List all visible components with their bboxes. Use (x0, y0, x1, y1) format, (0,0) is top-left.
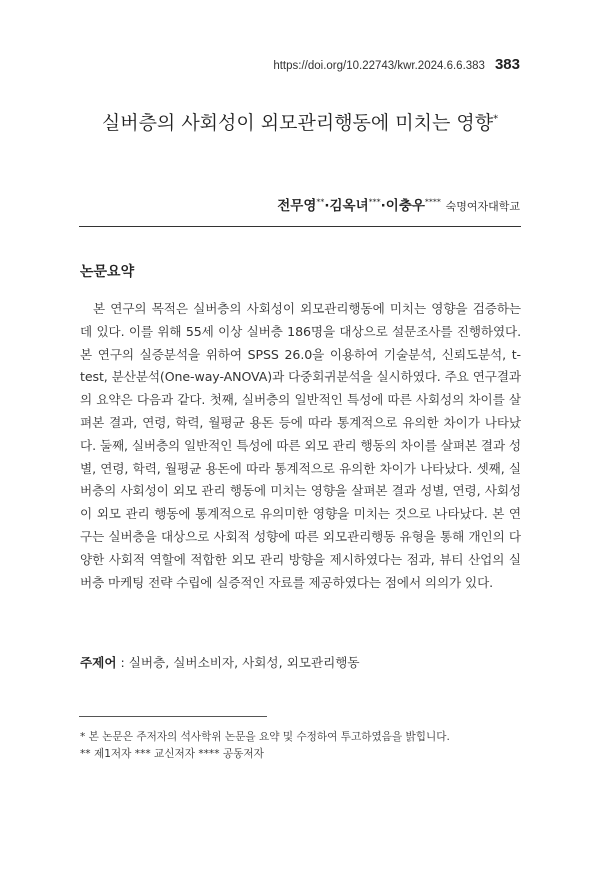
author-mark: *** (368, 197, 381, 207)
doi-link[interactable]: https://doi.org/10.22743/kwr.2024.6.6.383 (273, 60, 485, 72)
abstract-body: 본 연구의 목적은 실버층의 사회성이 외모관리행동에 미치는 영향을 검증하는데 있다. 이를 위해 55세 이상 실버층 186명을 대상으로 설문조사를 진행하였다. 본 연구의 실증분석을 위하여 SPSS 26.0을 이용하여 기술분석, 신뢰도분석, t-test, 분산분석(One-way-ANOVA)과 다중회귀분석을 실시하였다. 주요 연구결과의 요약은 다음과 같다. 첫째, 실버층의 일반적인 특성에 따른 사회성의 차이를 살펴본 결과, 연령, 학력, 월평균 용돈 등에 따라 통계적으로 유의한 차이가 나타났다. 둘째, 실버층의 일반적인 특성에 따른 외모 관리 행동의 차이를 살펴본 결과 성별, 연령, 학력, 월평균 용돈에 따라 통계적으로 유의한 차이가 나타났다. 셋째, 실버층의 사회성이 외모 관리 행동에 미치는 영향을 살펴본 결과 성별, 연령, 사회성이 외모 관리 행동에 통계적으로 유의미한 영향을 미치는 것으로 나타났다. 본 연구는 실버층을 대상으로 사회적 성향에 따른 외모관리행동 유형을 통해 개인의 다양한 사회적 역할에 적합한 외모 관리 방향을 제시하였다는 점과, 뷰티 산업의 실버층 마케팅 전략 수립에 실증적인 자료를 제공하였다는 점에서 의의가 있다. (80, 301, 521, 590)
author-name: 이충우 (385, 198, 425, 214)
abstract-heading: 논문요약 (80, 264, 135, 280)
title-divider (79, 226, 521, 227)
author-name: 김옥녀 (329, 198, 369, 214)
keywords-line (80, 652, 521, 671)
author-mark: ** (316, 197, 325, 207)
keywords-label: 주제어 (80, 655, 117, 670)
author-mark: **** (424, 197, 441, 207)
keywords-separator: : (116, 655, 129, 670)
keywords-items: 실버층, 실버소비자, 사회성, 외모관리행동 (128, 655, 360, 670)
running-header (273, 56, 520, 73)
footnotes (80, 729, 521, 763)
author-line: 전무영**·김옥녀***·이충우**** 숙명여자대학교 (277, 197, 520, 214)
paper-title-text: 실버층의 사회성이 외모관리행동에 미치는 영향 (101, 112, 494, 134)
title-footnote-mark: * (493, 113, 499, 125)
footnote-2: ** 제1저자 *** 교신저자 **** 공동저자 (80, 748, 264, 760)
author-name: 전무영 (277, 198, 317, 214)
footnote-divider (79, 716, 267, 717)
affiliation: 숙명여자대학교 (445, 200, 520, 213)
page-number: 383 (494, 56, 520, 73)
paper-title (0, 108, 600, 135)
footnote-1: * 본 논문은 주저자의 석사학위 논문을 요약 및 수정하여 투고하였음을 밝힙니다. (80, 731, 450, 743)
